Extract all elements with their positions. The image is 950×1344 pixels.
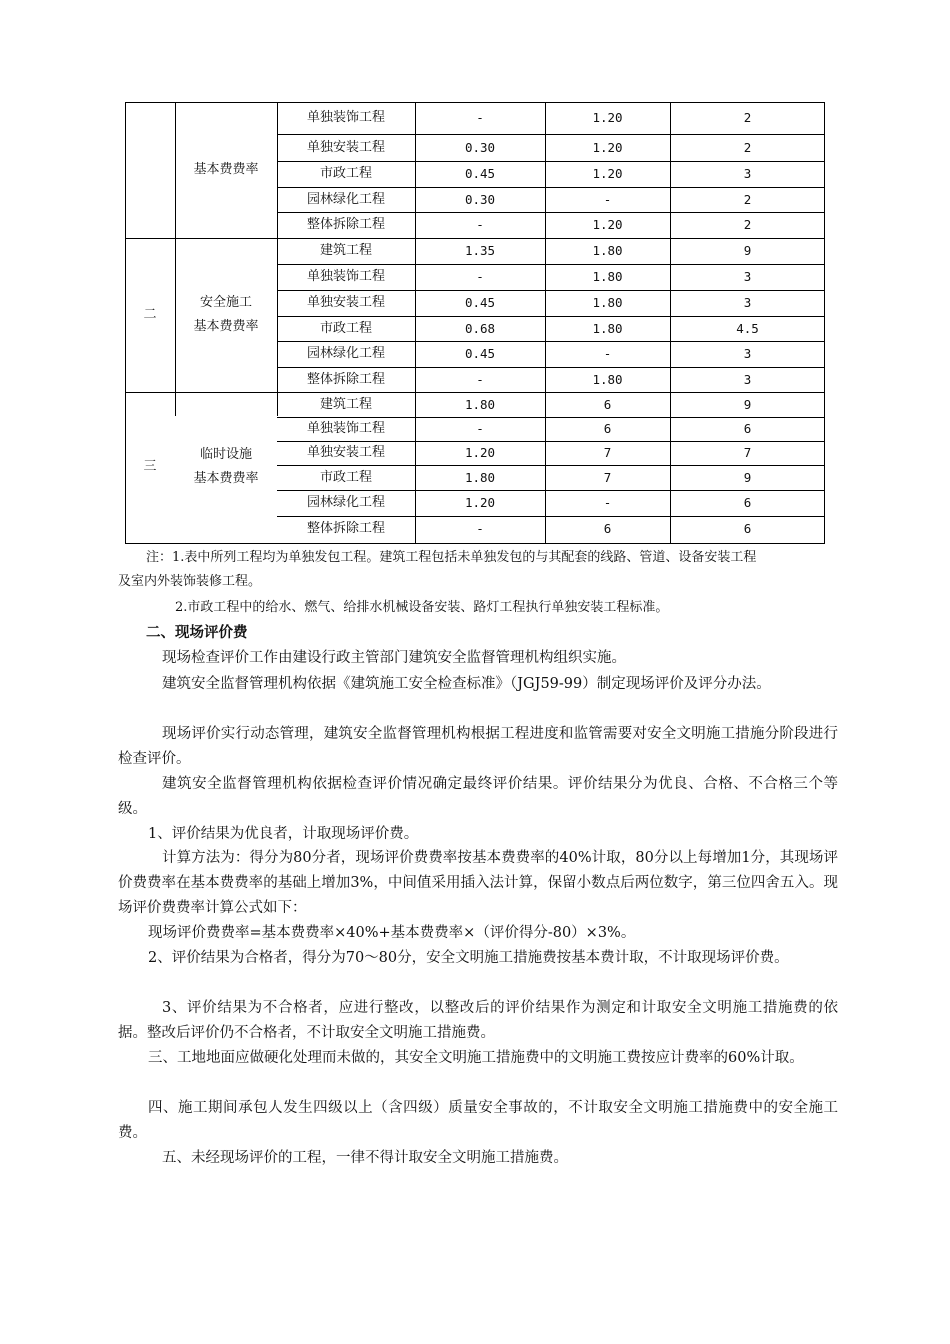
group-label-text: 基本费费率 [193,162,259,177]
rate-cell-1: 0.68 [464,320,496,336]
rate-cell-3: 3 [743,371,752,387]
paragraph-4: 建筑安全监督管理机构依据检查评价情况确定最终评价结果。评价结果分为优良、合格、不合格三个等级。 [118,776,838,817]
table-border-top [125,102,825,103]
rate-cell-3: 6 [743,521,752,536]
project-type-cell: 整体拆除工程 [306,371,385,387]
rate-cell-3: 7 [743,445,752,460]
row-sep [277,417,825,418]
rate-cell-3: 2 [743,110,752,125]
formula: 现场评价费费率=基本费费率×40%+基本费费率×（评价得分-80）×3%。 [148,925,636,941]
row-sep [277,367,825,368]
col-sep-no [175,102,176,416]
row-sep [277,161,825,162]
rate-cell-3: 9 [743,469,752,485]
rate-cell-1: 0.30 [464,191,496,207]
project-type-cell: 园林绿化工程 [306,191,385,207]
project-type-cell: 整体拆除工程 [306,521,385,536]
group-label [175,443,277,491]
group-sep [125,238,825,239]
project-type-cell: 市政工程 [319,469,372,485]
rate-cell-2: 1.80 [592,295,623,310]
rate-cell-1: - [476,371,484,387]
row-sep [277,465,825,466]
rate-cell-3: 6 [743,421,752,436]
rate-cell-2: 1.20 [592,110,623,125]
rate-cell-2: 7 [603,445,612,460]
rate-cell-2: 1.80 [592,243,623,258]
rate-cell-3: 9 [743,396,752,412]
paragraph-11: 五、未经现场评价的工程，一律不得计取安全文明施工措施费。 [162,1150,568,1166]
rate-cell-3: 3 [743,166,752,181]
rate-cell-2: 1.80 [592,269,623,284]
rate-cell-1: - [476,421,484,436]
rate-cell-2: 1.80 [592,320,623,336]
project-type-cell: 单独装饰工程 [306,110,385,125]
paragraph-9: 三、工地地面应做硬化处理而未做的，其安全文明施工措施费中的文明施工费按应计费率的60%计取。 [148,1050,804,1066]
group-number: 三 [143,459,157,474]
project-type-cell: 单独安装工程 [306,295,385,310]
row-sep [277,441,825,442]
rate-cell-2: 1.20 [592,166,623,181]
rate-cell-1: 0.45 [464,346,496,361]
rate-cell-3: 3 [743,295,752,310]
rate-cell-3: 6 [743,495,752,510]
rate-cell-1: 1.80 [464,396,496,412]
table-border-bottom [125,543,825,544]
rate-cell-2: 6 [603,421,612,436]
rate-cell-1: - [476,269,484,284]
row-sep [277,341,825,342]
paragraph-3: 现场评价实行动态管理，建筑安全监督管理机构根据工程进度和监管需要对安全文明施工措施分阶段进行检查评价。 [118,726,838,767]
rate-cell-1: 0.30 [464,139,496,155]
rate-cell-1: - [476,217,484,232]
group-label-line: 临时设施 [199,447,252,462]
row-sep [277,316,825,317]
fee-rate-table [125,102,825,544]
paragraph-7: 2、评价结果为合格者，得分为70～80分，安全文明施工措施费按基本费计取，不计取现场评价费。 [148,950,789,966]
rate-cell-2: 1.20 [592,217,623,232]
row-sep [277,490,825,491]
project-type-cell: 市政工程 [319,320,372,336]
rate-cell-3: 2 [743,191,752,207]
paragraph-2: 建筑安全监督管理机构依据《建筑施工安全检查标准》（JGJ59-99）制定现场评价及评分办法。 [162,676,771,692]
rate-cell-2: 1.20 [592,139,623,155]
paragraph-1: 现场检查评价工作由建设行政主管部门建筑安全监督管理机构组织实施。 [162,650,626,666]
rate-cell-3: 3 [743,346,752,361]
table-border-left [125,102,126,544]
rate-cell-3: 3 [743,269,752,284]
group-label-line: 安全施工 [199,295,252,310]
project-type-cell: 园林绿化工程 [306,495,385,510]
row-sep [277,264,825,265]
note-1-line-2: 及室内外装饰装修工程。 [118,574,262,589]
rate-cell-2: - [603,191,612,207]
project-type-cell: 单独装饰工程 [306,269,385,284]
rate-cell-1: 0.45 [464,295,496,310]
rate-cell-3: 2 [743,139,752,155]
project-type-cell: 建筑工程 [319,396,372,412]
project-type-cell: 建筑工程 [319,243,372,258]
rate-cell-1: - [476,110,484,125]
paragraph-5: 1、评价结果为优良者，计取现场评价费。 [148,826,419,842]
row-sep [277,290,825,291]
rate-cell-2: 6 [603,396,612,412]
rate-cell-2: 6 [603,521,612,536]
rate-cell-1: - [476,521,484,536]
table-note-1 [118,546,838,594]
paragraph-10: 四、施工期间承包人发生四级以上（含四级）质量安全事故的，不计取安全文明施工措施费中的安全施工费。 [118,1100,838,1141]
rate-cell-1: 1.80 [464,469,496,485]
rate-cell-1: 1.20 [464,495,496,510]
group-label [175,158,277,182]
paragraph-8: 3、评价结果为不合格者，应进行整改，以整改后的评价结果作为测定和计取安全文明施工措施费的依据。整改后评价仍不合格者，不计取安全文明施工措施费。 [118,1000,838,1041]
row-sep [277,134,825,135]
rate-cell-2: 7 [603,469,612,485]
group-label [175,291,277,339]
project-type-cell: 园林绿化工程 [306,346,385,361]
project-type-cell: 单独装饰工程 [306,421,385,436]
rate-cell-2: - [603,346,612,361]
rate-cell-1: 1.20 [464,445,496,460]
rate-cell-1: 0.45 [464,166,496,181]
rate-cell-3: 2 [743,217,752,232]
rate-cell-1: 1.35 [464,243,496,258]
project-type-cell: 单独安装工程 [306,139,385,155]
row-sep [277,212,825,213]
row-sep [277,516,825,517]
group-sep [125,392,825,393]
table-note-2: 2.市政工程中的给水、燃气、给排水机械设备安装、路灯工程执行单独安装工程标准。 [175,600,669,615]
group-label-line: 基本费费率 [193,471,259,486]
rate-cell-3: 4.5 [736,320,759,336]
rate-cell-3: 9 [743,243,752,258]
group-number: 二 [143,307,157,322]
group-label-line: 基本费费率 [193,319,259,334]
section-heading: 二、现场评价费 [146,625,248,641]
paragraph-6: 计算方法为：得分为80分者，现场评价费费率按基本费费率的40%计取，80分以上每增加1分，其现场评价费费率在基本费费率的基础上增加3%，中间值采用插入法计算，保留小数点后两位数字，第三位四舍五入。现场评价费费率计算公式如下： [118,850,838,916]
project-type-cell: 市政工程 [319,166,372,181]
project-type-cell: 整体拆除工程 [306,217,385,232]
rate-cell-2: - [603,495,612,510]
note-1-line-1: 注：1.表中所列工程均为单独发包工程。建筑工程包括未单独发包的与其配套的线路、管道、设备安装工程 [146,550,757,565]
rate-cell-2: 1.80 [592,371,623,387]
project-type-cell: 单独安装工程 [306,445,385,460]
row-sep [277,187,825,188]
